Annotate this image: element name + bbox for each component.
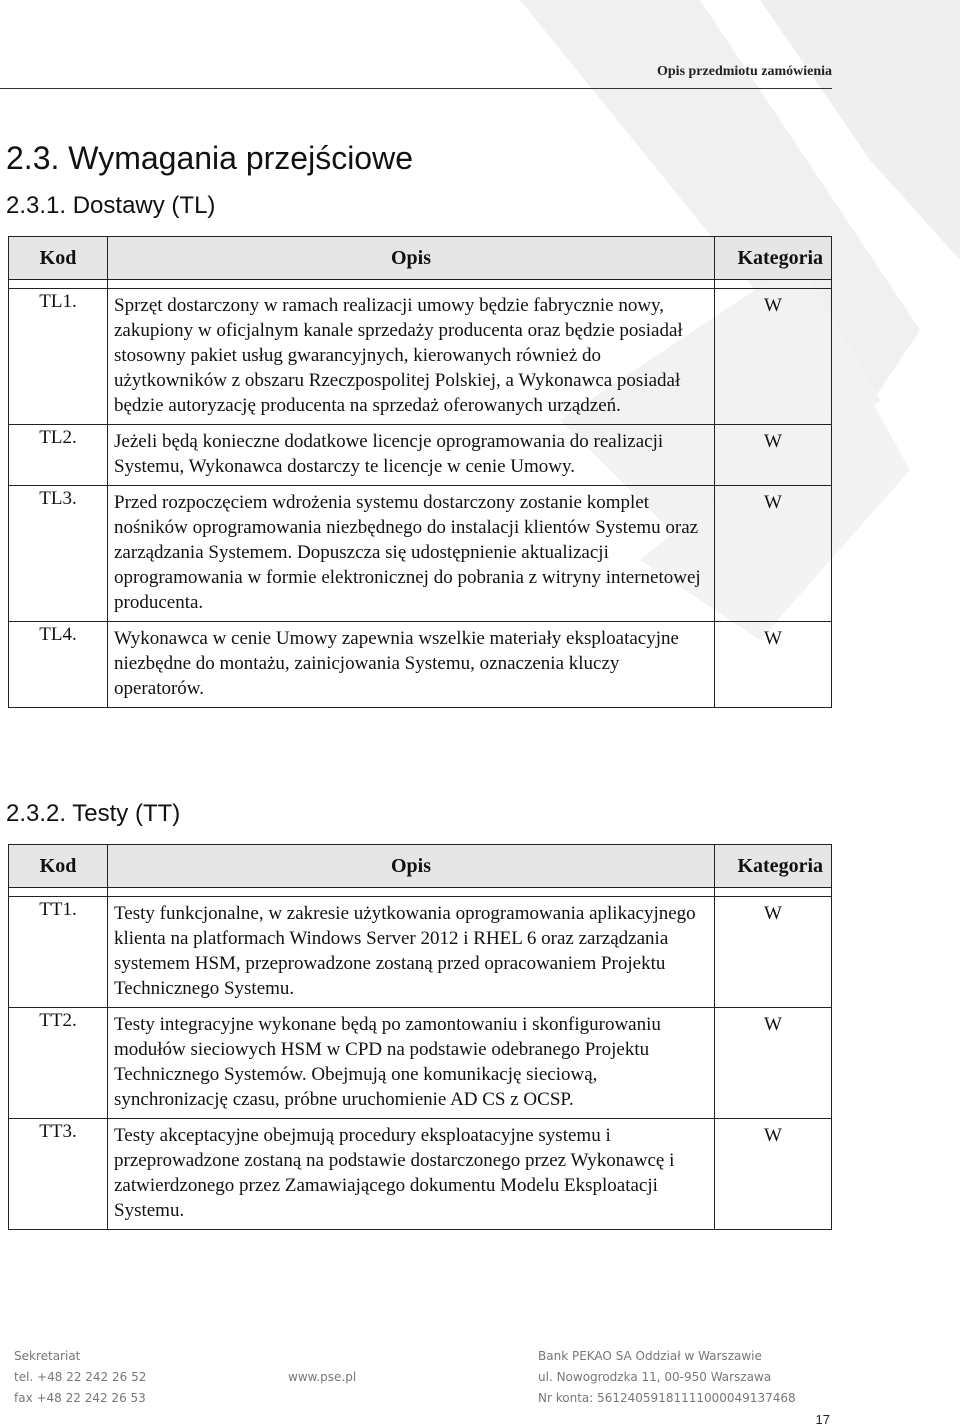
column-header-opis: Opis — [108, 845, 715, 888]
table-row — [9, 289, 832, 425]
row-code: TT3. — [9, 1119, 108, 1230]
row-category: W — [715, 425, 832, 486]
row-code: TL3. — [9, 486, 108, 622]
row-description: Jeżeli będą konieczne dodatkowe licencje oprogramowania do realizacji Systemu, Wykonawca dostarczy te licencje w cenie Umowy. — [108, 425, 715, 486]
document-header-title: Opis przedmiotu zamówienia — [657, 64, 832, 79]
footer-website: www.pse.pl — [288, 1370, 357, 1384]
column-header-kategoria: Kategoria — [715, 237, 832, 280]
footer-bank — [538, 1346, 796, 1409]
subsection-title-dostawy: 2.3.1. Dostawy (TL) — [6, 192, 216, 219]
row-code: TT1. — [9, 897, 108, 1008]
table-row — [9, 425, 832, 486]
row-description: Testy integracyjne wykonane będą po zamontowaniu i skonfigurowaniu modułów sieciowych HSM w CPD na podstawie odebranego Projektu Technicznego Systemów. Obejmują one komunikację sieciową, synchronizację czasu, próbne uruchomienie AD CS z OCSP. — [108, 1008, 715, 1119]
footer-fax: fax +48 22 242 26 53 — [14, 1391, 146, 1405]
row-category: W — [715, 289, 832, 425]
table-row — [9, 897, 832, 1008]
table-header-row — [9, 237, 832, 280]
table-row — [9, 622, 832, 708]
row-description: Przed rozpoczęciem wdrożenia systemu dostarczony zostanie komplet nośników oprogramowania niezbędnego do instalacji klientów Systemu oraz zarządzania Systemem. Dopuszcza się udostępnienie aktualizacji oprogramowania w formie elektronicznej do pobrania z witryny internetowej producenta. — [108, 486, 715, 622]
footer-phone: tel. +48 22 242 26 52 — [14, 1370, 147, 1384]
table-row — [9, 486, 832, 622]
row-description: Testy akceptacyjne obejmują procedury eksploatacyjne systemu i przeprowadzone zostaną na podstawie dostarczonego przez Wykonawcę i zatwierdzonego przez Zamawiającego dokumentu Modelu Eksploatacji Systemu. — [108, 1119, 715, 1230]
table-row — [9, 1119, 832, 1230]
row-category: W — [715, 1119, 832, 1230]
row-code: TL4. — [9, 622, 108, 708]
table-header-row — [9, 845, 832, 888]
column-header-kod: Kod — [9, 237, 108, 280]
subsection-title-testy: 2.3.2. Testy (TT) — [6, 800, 181, 827]
header-rule — [0, 88, 832, 89]
row-code: TT2. — [9, 1008, 108, 1119]
column-header-kod: Kod — [9, 845, 108, 888]
footer-contact — [14, 1346, 146, 1409]
table-row — [9, 1008, 832, 1119]
footer-bank-address: ul. Nowogrodzka 11, 00-950 Warszawa — [538, 1370, 772, 1384]
section-title: 2.3. Wymagania przejściowe — [6, 140, 413, 176]
row-category: W — [715, 486, 832, 622]
footer-bank-name: Bank PEKAO SA Oddział w Warszawie — [538, 1349, 762, 1363]
row-description: Sprzęt dostarczony w ramach realizacji umowy będzie fabrycznie nowy, zakupiony w oficjalnym kanale sprzedaży producenta oraz będzie posiadał stosowny pakiet usług gwarancyjnych, kierowanych również do użytkowników z obszaru Rzeczpospolitej Polskiej, a Wykonawca posiadał będzie autoryzację producenta na sprzedaż oferowanych urządzeń. — [108, 289, 715, 425]
column-header-opis: Opis — [108, 237, 715, 280]
column-header-kategoria: Kategoria — [715, 845, 832, 888]
row-category: W — [715, 897, 832, 1008]
dostawy-table — [8, 236, 832, 708]
footer-bank-account: Nr konta: 56124059181111000049137468 — [538, 1391, 796, 1405]
page-number: 17 — [815, 1412, 830, 1427]
testy-table — [8, 844, 832, 1230]
row-description: Testy funkcjonalne, w zakresie użytkowania oprogramowania aplikacyjnego klienta na platformach Windows Server 2012 i RHEL 6 oraz zarządzania systemem HSM, przeprowadzone zostaną przed opracowaniem Projektu Technicznego Systemu. — [108, 897, 715, 1008]
row-code: TL2. — [9, 425, 108, 486]
row-category: W — [715, 1008, 832, 1119]
row-code: TL1. — [9, 289, 108, 425]
row-description: Wykonawca w cenie Umowy zapewnia wszelkie materiały eksploatacyjne niezbędne do montażu, zainicjowania Systemu, oznaczenia kluczy operatorów. — [108, 622, 715, 708]
row-category: W — [715, 622, 832, 708]
footer-contact-label: Sekretariat — [14, 1349, 81, 1363]
